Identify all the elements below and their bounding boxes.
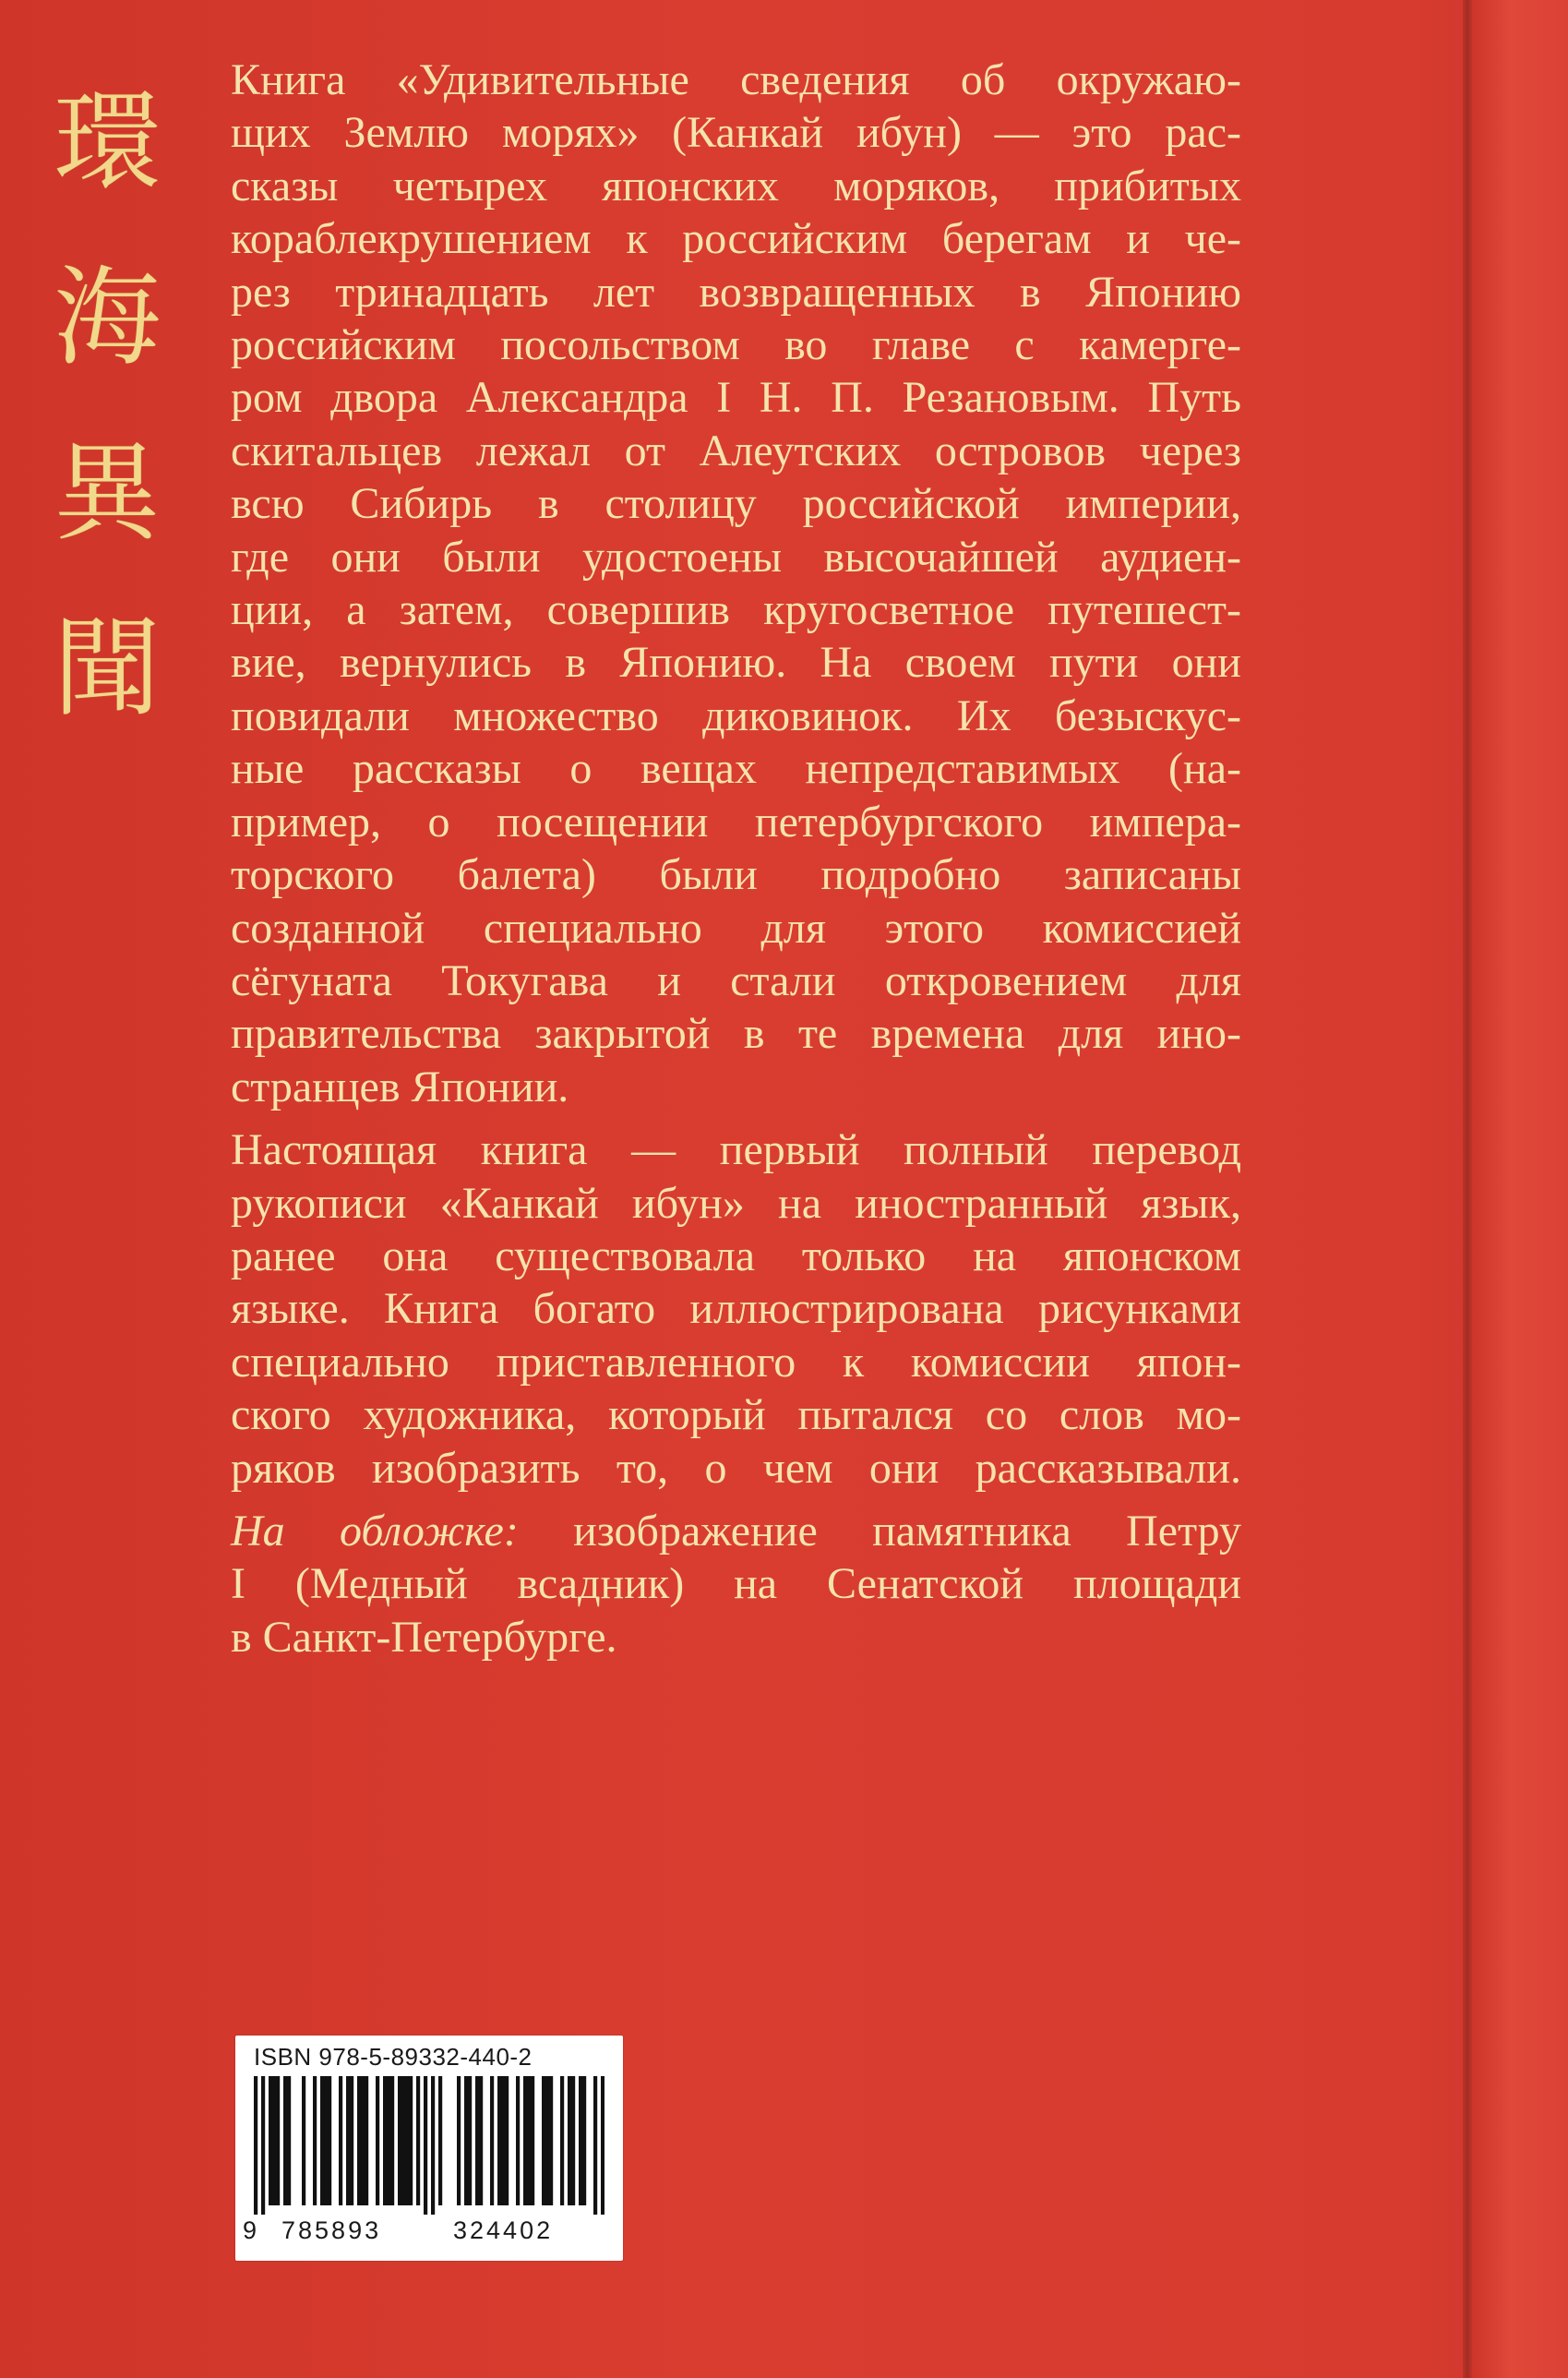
- barcode-bar: [523, 2076, 527, 2205]
- text-line: созданной специально для этого комиссией: [231, 903, 1241, 953]
- isbn-text: ISBN 978-5-89332-440-2: [254, 2043, 533, 2071]
- text-line: ные рассказы о вещах непредставимых (на-: [231, 744, 1241, 794]
- barcode-bar: [416, 2076, 420, 2205]
- text-line: I (Медный всадник) на Сенатской площади: [231, 1559, 1241, 1609]
- text-line: сёгуната Токугава и стали откровением для: [231, 955, 1241, 1005]
- barcode-bar: [361, 2076, 365, 2205]
- barcode-digit-group-right: 324402: [453, 2216, 554, 2244]
- barcode-bar: [365, 2076, 368, 2205]
- barcode-bar: [479, 2076, 483, 2205]
- annotation-text: [231, 54, 1241, 1663]
- barcode-bar: [254, 2076, 257, 2215]
- text-line: кораблекрушением к российским берегам и че-: [231, 214, 1241, 264]
- text-line: щих Землю морях» (Канкай ибун) — это рас-: [231, 108, 1241, 158]
- paragraph-cover-note: [231, 1505, 1241, 1663]
- barcode-bar: [549, 2076, 553, 2205]
- barcode-bar: [324, 2076, 328, 2205]
- barcode-bar: [457, 2076, 461, 2205]
- text-line: ского художника, который пытался со слов мо-: [231, 1390, 1241, 1440]
- paragraph-translation: [231, 1123, 1241, 1495]
- text-line: российским посольством во главе с камерге-: [231, 320, 1241, 370]
- barcode-bar: [287, 2076, 291, 2205]
- barcode-bar: [475, 2076, 479, 2205]
- text-line: рукописи «Канкай ибун» на иностранный язык,: [231, 1178, 1241, 1228]
- barcode-bar: [568, 2076, 571, 2205]
- barcode-bar: [490, 2076, 494, 2205]
- barcode-digit-prefix: 9: [243, 2216, 257, 2244]
- paragraph-intro: [231, 54, 1241, 1113]
- kanji-character: 環: [54, 80, 161, 205]
- text-line: вие, вернулись в Японию. На своем пути они: [231, 638, 1241, 688]
- barcode-bar: [545, 2076, 549, 2205]
- barcode-bar: [350, 2076, 353, 2205]
- text-line: скитальцев лежал от Алеутских островов через: [231, 426, 1241, 475]
- barcode-digit-group-left: 785893: [281, 2216, 382, 2244]
- barcode-bar: [302, 2076, 305, 2205]
- barcode-bar: [269, 2076, 272, 2205]
- barcode-bar: [582, 2076, 586, 2205]
- text-line: пример, о посещении петербургского импера-: [231, 797, 1241, 847]
- barcode-bar: [409, 2076, 413, 2205]
- text-line: торского балета) были подробно записаны: [231, 850, 1241, 900]
- barcode-bar: [501, 2076, 505, 2205]
- cover-note-label: На обложке:: [231, 1506, 519, 1555]
- barcode-bar: [405, 2076, 409, 2205]
- text-line: Настоящая книга — первый полный перевод: [231, 1125, 1241, 1175]
- isbn-barcode-label: [235, 2036, 623, 2261]
- barcode-bar: [346, 2076, 350, 2205]
- barcode-digits: [243, 2216, 612, 2250]
- text-line: рез тринадцать лет возвращенных в Японию: [231, 267, 1241, 317]
- text-line: всю Сибирь в столицу российской империи,: [231, 479, 1241, 529]
- barcode-bar: [313, 2076, 317, 2205]
- barcode-bar: [398, 2076, 401, 2205]
- barcode-bar: [383, 2076, 387, 2205]
- barcode-bar: [431, 2076, 435, 2215]
- barcode-bar: [531, 2076, 534, 2205]
- barcode-bar: [601, 2076, 604, 2215]
- barcode-bar: [527, 2076, 531, 2205]
- barcode-bar: [320, 2076, 324, 2205]
- barcode-bar: [276, 2076, 280, 2205]
- text-line: странцев Японии.: [231, 1062, 569, 1111]
- barcode-bar: [571, 2076, 575, 2205]
- kanji-character: 異: [54, 431, 161, 556]
- barcode-bar: [505, 2076, 509, 2205]
- barcode-bar: [390, 2076, 394, 2205]
- cover-note-text: изображение памятника Петру: [518, 1506, 1242, 1555]
- barcode-bar: [376, 2076, 379, 2205]
- barcode-bar: [261, 2076, 265, 2215]
- right-edge: [1472, 0, 1568, 2378]
- barcode-bar: [542, 2076, 545, 2205]
- barcode-bar: [283, 2076, 287, 2205]
- text-line: специально приставленного к комиссии япон-: [231, 1337, 1241, 1387]
- barcode-bar: [387, 2076, 390, 2205]
- barcode-bar: [468, 2076, 472, 2205]
- barcode-icon: [254, 2076, 604, 2215]
- text-line: повидали множество диковинок. Их безыскус-: [231, 691, 1241, 740]
- text-line: где они были удостоены высочайшей аудиен-: [231, 532, 1241, 582]
- text-line: правительства закрытой в те времена для ино-: [231, 1009, 1241, 1059]
- kanji-character: 海: [54, 256, 161, 380]
- barcode-bar: [516, 2076, 520, 2205]
- barcode-bar: [401, 2076, 405, 2205]
- barcode-bar: [593, 2076, 597, 2215]
- spine-shadow: [1463, 0, 1472, 2378]
- text-line: сказы четырех японских моряков, прибитых: [231, 161, 1241, 210]
- barcode-bar: [579, 2076, 582, 2205]
- barcode-bar: [272, 2076, 276, 2205]
- text-line: ром двора Александра I Н. П. Резановым. Путь: [231, 373, 1241, 423]
- barcode-bar: [328, 2076, 331, 2205]
- kanji-character: 聞: [54, 607, 161, 731]
- text-line: ции, а затем, совершив кругосветное путешест-: [231, 585, 1241, 635]
- barcode-bar: [560, 2076, 564, 2205]
- barcode-bar: [339, 2076, 342, 2205]
- barcode-bar: [464, 2076, 468, 2205]
- barcode-bar: [424, 2076, 427, 2215]
- vertical-kanji-title: [42, 74, 172, 739]
- barcode-bar: [497, 2076, 501, 2205]
- text-line: ряков изобразить то, о чем они рассказывали.: [231, 1443, 1241, 1493]
- text-line: Книга «Удивительные сведения об окружаю-: [231, 55, 1241, 104]
- text-line: [231, 1505, 1241, 1557]
- barcode-bar: [357, 2076, 361, 2205]
- text-line: языке. Книга богато иллюстрирована рисунками: [231, 1284, 1241, 1334]
- text-line: в Санкт-Петербурге.: [231, 1612, 617, 1662]
- barcode-bar: [438, 2076, 442, 2205]
- text-line: ранее она существовала только на японском: [231, 1231, 1241, 1280]
